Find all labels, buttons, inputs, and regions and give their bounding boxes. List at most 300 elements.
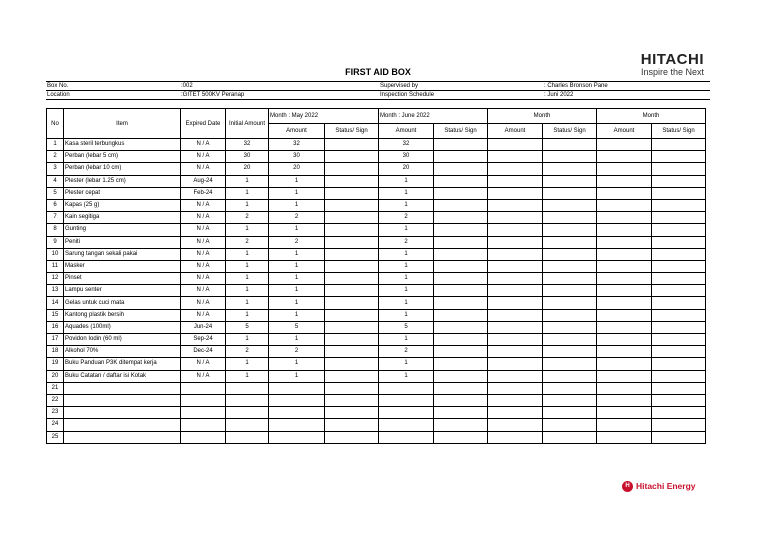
month3-amount xyxy=(488,407,543,419)
table-row xyxy=(47,346,706,358)
month3-status xyxy=(543,248,597,260)
month4-amount xyxy=(597,285,652,297)
header-status-2: Status/ Sign xyxy=(434,124,488,139)
month3-status xyxy=(543,334,597,346)
header-status-1: Status/ Sign xyxy=(325,124,379,139)
month1-status xyxy=(325,431,379,443)
expired-date: N / A xyxy=(181,248,226,260)
month2-status xyxy=(434,163,488,175)
month3-amount xyxy=(488,260,543,272)
month3-status xyxy=(543,260,597,272)
month4-status xyxy=(652,224,706,236)
month4-amount xyxy=(597,163,652,175)
month4-status xyxy=(652,236,706,248)
month1-status xyxy=(325,151,379,163)
row-number: 13 xyxy=(47,285,64,297)
month1-amount: 1 xyxy=(269,248,325,260)
info-row-box xyxy=(46,82,710,90)
header-month-may: Month : May 2022 xyxy=(269,109,379,124)
month2-status xyxy=(434,248,488,260)
info-block xyxy=(46,81,710,100)
row-number: 10 xyxy=(47,248,64,260)
month1-status xyxy=(325,224,379,236)
item-name: Plester cepat xyxy=(64,187,181,199)
month3-amount xyxy=(488,224,543,236)
row-number: 16 xyxy=(47,321,64,333)
table-row xyxy=(47,334,706,346)
month4-status xyxy=(652,163,706,175)
table-row xyxy=(47,419,706,431)
month4-status xyxy=(652,407,706,419)
month1-status xyxy=(325,370,379,382)
item-name xyxy=(64,382,181,394)
month2-amount: 1 xyxy=(379,248,434,260)
row-number: 1 xyxy=(47,139,64,151)
month3-status xyxy=(543,175,597,187)
month1-status xyxy=(325,163,379,175)
expired-date: Aug-24 xyxy=(181,175,226,187)
header-amount-2: Amount xyxy=(379,124,434,139)
info-row-location xyxy=(46,90,710,99)
month2-status xyxy=(434,285,488,297)
item-name: Sarung tangan sekali pakai xyxy=(64,248,181,260)
month2-status xyxy=(434,199,488,211)
location-label: Location xyxy=(47,92,70,98)
row-number: 15 xyxy=(47,309,64,321)
table-row xyxy=(47,248,706,260)
row-number: 5 xyxy=(47,187,64,199)
hitachi-energy-logo xyxy=(622,479,702,493)
box-no-value: :002 xyxy=(181,83,193,89)
month3-amount xyxy=(488,175,543,187)
month4-status xyxy=(652,321,706,333)
logo-tagline: Inspire the Next xyxy=(640,67,704,77)
month4-status xyxy=(652,394,706,406)
month4-amount xyxy=(597,334,652,346)
month4-amount xyxy=(597,273,652,285)
expired-date: Feb-24 xyxy=(181,187,226,199)
item-name: Kain segitiga xyxy=(64,212,181,224)
month1-status xyxy=(325,139,379,151)
month2-status xyxy=(434,212,488,224)
table-row xyxy=(47,236,706,248)
month2-amount: 1 xyxy=(379,187,434,199)
initial-amount: 1 xyxy=(226,309,269,321)
month3-amount xyxy=(488,382,543,394)
month4-amount xyxy=(597,248,652,260)
month1-amount: 1 xyxy=(269,297,325,309)
month2-status xyxy=(434,273,488,285)
row-number: 20 xyxy=(47,370,64,382)
month4-status xyxy=(652,431,706,443)
header-no: No xyxy=(47,109,64,139)
month2-status xyxy=(434,297,488,309)
month1-amount: 30 xyxy=(269,151,325,163)
month3-amount xyxy=(488,297,543,309)
month2-amount: 5 xyxy=(379,321,434,333)
row-number: 14 xyxy=(47,297,64,309)
expired-date: N / A xyxy=(181,297,226,309)
month2-status xyxy=(434,370,488,382)
expired-date: N / A xyxy=(181,212,226,224)
month3-status xyxy=(543,297,597,309)
initial-amount: 1 xyxy=(226,370,269,382)
month2-status xyxy=(434,394,488,406)
month3-status xyxy=(543,139,597,151)
month3-status xyxy=(543,394,597,406)
initial-amount: 1 xyxy=(226,334,269,346)
month2-status xyxy=(434,321,488,333)
initial-amount: 2 xyxy=(226,212,269,224)
month3-status xyxy=(543,236,597,248)
month1-status xyxy=(325,199,379,211)
month3-amount xyxy=(488,163,543,175)
header-expired-date: Expired Date xyxy=(181,109,226,139)
month4-status xyxy=(652,187,706,199)
month4-status xyxy=(652,248,706,260)
month3-amount xyxy=(488,199,543,211)
expired-date: N / A xyxy=(181,236,226,248)
month1-amount: 32 xyxy=(269,139,325,151)
item-name: Alkohol 70% xyxy=(64,346,181,358)
month3-amount xyxy=(488,321,543,333)
month1-amount: 1 xyxy=(269,370,325,382)
month4-status xyxy=(652,309,706,321)
initial-amount: 1 xyxy=(226,273,269,285)
item-name: Buku Catatan / daftar isi Kotak xyxy=(64,370,181,382)
month4-amount xyxy=(597,151,652,163)
month2-amount xyxy=(379,394,434,406)
month2-amount: 1 xyxy=(379,260,434,272)
month2-amount xyxy=(379,382,434,394)
month2-amount xyxy=(379,419,434,431)
month3-amount xyxy=(488,334,543,346)
header-month-4: Month xyxy=(597,109,706,124)
month4-amount xyxy=(597,212,652,224)
item-name: Gunting xyxy=(64,224,181,236)
row-number: 7 xyxy=(47,212,64,224)
header-initial-amount: Initial Amount xyxy=(226,109,269,139)
month1-amount xyxy=(269,419,325,431)
expired-date xyxy=(181,431,226,443)
month1-amount: 1 xyxy=(269,175,325,187)
table-row xyxy=(47,175,706,187)
month3-status xyxy=(543,321,597,333)
month4-status xyxy=(652,285,706,297)
month2-amount: 30 xyxy=(379,151,434,163)
month1-amount: 2 xyxy=(269,236,325,248)
row-number: 11 xyxy=(47,260,64,272)
expired-date xyxy=(181,382,226,394)
month2-status xyxy=(434,224,488,236)
month3-status xyxy=(543,346,597,358)
table-row xyxy=(47,151,706,163)
month4-amount xyxy=(597,260,652,272)
month4-amount xyxy=(597,370,652,382)
month4-amount xyxy=(597,139,652,151)
month3-status xyxy=(543,382,597,394)
month4-amount xyxy=(597,199,652,211)
month3-amount xyxy=(488,236,543,248)
month2-status xyxy=(434,431,488,443)
month3-amount xyxy=(488,248,543,260)
month3-amount xyxy=(488,212,543,224)
table-row xyxy=(47,431,706,443)
month4-status xyxy=(652,334,706,346)
month1-status xyxy=(325,346,379,358)
month1-amount: 1 xyxy=(269,309,325,321)
month1-amount: 1 xyxy=(269,260,325,272)
table-row xyxy=(47,273,706,285)
expired-date: N / A xyxy=(181,370,226,382)
item-name: Buku Panduan P3K ditempat kerja xyxy=(64,358,181,370)
month2-amount: 1 xyxy=(379,297,434,309)
item-name xyxy=(64,394,181,406)
initial-amount: 1 xyxy=(226,358,269,370)
month1-amount: 20 xyxy=(269,163,325,175)
inventory-table xyxy=(46,108,706,444)
month4-status xyxy=(652,297,706,309)
table-row xyxy=(47,370,706,382)
month2-status xyxy=(434,309,488,321)
item-name: Kasa steril terbungkus xyxy=(64,139,181,151)
month3-status xyxy=(543,309,597,321)
item-name: Kapas (25 g) xyxy=(64,199,181,211)
month2-amount: 2 xyxy=(379,212,434,224)
month4-amount xyxy=(597,297,652,309)
expired-date: Sep-24 xyxy=(181,334,226,346)
month4-amount xyxy=(597,175,652,187)
expired-date xyxy=(181,407,226,419)
month4-status xyxy=(652,419,706,431)
row-number: 25 xyxy=(47,431,64,443)
header-month-june: Month : June 2022 xyxy=(379,109,488,124)
month2-amount xyxy=(379,407,434,419)
month2-amount: 1 xyxy=(379,358,434,370)
month2-amount: 1 xyxy=(379,309,434,321)
initial-amount: 30 xyxy=(226,151,269,163)
logo-brand: HITACHI xyxy=(640,51,704,68)
header-month-3: Month xyxy=(488,109,597,124)
item-name: Peniti xyxy=(64,236,181,248)
item-name: Kantong plastik bersih xyxy=(64,309,181,321)
month1-amount: 1 xyxy=(269,199,325,211)
month4-amount xyxy=(597,394,652,406)
month3-status xyxy=(543,224,597,236)
item-name xyxy=(64,419,181,431)
item-name: Perban (lebar 10 cm) xyxy=(64,163,181,175)
row-number: 21 xyxy=(47,382,64,394)
month4-amount xyxy=(597,419,652,431)
expired-date xyxy=(181,394,226,406)
supervised-value: : Charles Bronson Pane xyxy=(544,83,608,89)
month1-amount: 1 xyxy=(269,334,325,346)
initial-amount xyxy=(226,394,269,406)
month2-amount: 20 xyxy=(379,163,434,175)
hitachi-energy-text: Hitachi Energy xyxy=(636,481,696,491)
month2-amount: 1 xyxy=(379,334,434,346)
month3-amount xyxy=(488,309,543,321)
table-row xyxy=(47,382,706,394)
month3-amount xyxy=(488,358,543,370)
initial-amount: 1 xyxy=(226,224,269,236)
month2-status xyxy=(434,358,488,370)
row-number: 3 xyxy=(47,163,64,175)
month1-status xyxy=(325,358,379,370)
initial-amount xyxy=(226,407,269,419)
header-amount-1: Amount xyxy=(269,124,325,139)
initial-amount: 1 xyxy=(226,248,269,260)
month4-status xyxy=(652,260,706,272)
month3-amount xyxy=(488,394,543,406)
initial-amount xyxy=(226,382,269,394)
month4-amount xyxy=(597,224,652,236)
month3-amount xyxy=(488,419,543,431)
inspection-value: : Juni 2022 xyxy=(544,92,574,98)
expired-date: N / A xyxy=(181,260,226,272)
month4-amount xyxy=(597,309,652,321)
month1-amount: 1 xyxy=(269,224,325,236)
initial-amount: 1 xyxy=(226,297,269,309)
expired-date: N / A xyxy=(181,224,226,236)
page-title: FIRST AID BOX xyxy=(345,67,411,77)
hitachi-logo xyxy=(620,52,704,77)
expired-date: N / A xyxy=(181,285,226,297)
item-name xyxy=(64,431,181,443)
month3-amount xyxy=(488,285,543,297)
expired-date: N / A xyxy=(181,199,226,211)
table-row xyxy=(47,187,706,199)
table-body xyxy=(47,139,706,444)
initial-amount: 1 xyxy=(226,175,269,187)
month1-status xyxy=(325,175,379,187)
item-name: Masker xyxy=(64,260,181,272)
month3-status xyxy=(543,431,597,443)
month3-amount xyxy=(488,346,543,358)
month2-amount: 32 xyxy=(379,139,434,151)
initial-amount: 5 xyxy=(226,321,269,333)
month2-status xyxy=(434,346,488,358)
month4-status xyxy=(652,199,706,211)
month1-amount: 1 xyxy=(269,358,325,370)
table-row xyxy=(47,163,706,175)
month4-status xyxy=(652,139,706,151)
month2-status xyxy=(434,236,488,248)
header-status-4: Status/ Sign xyxy=(652,124,706,139)
month3-amount xyxy=(488,370,543,382)
month3-amount xyxy=(488,187,543,199)
month2-status xyxy=(434,334,488,346)
month3-status xyxy=(543,407,597,419)
month4-amount xyxy=(597,407,652,419)
month1-status xyxy=(325,248,379,260)
hitachi-energy-mark-icon: H xyxy=(622,481,633,492)
month2-amount: 1 xyxy=(379,273,434,285)
item-name: Lampu senter xyxy=(64,285,181,297)
supervised-label: Supervised by xyxy=(380,83,419,89)
row-number: 9 xyxy=(47,236,64,248)
table-row xyxy=(47,321,706,333)
month2-status xyxy=(434,260,488,272)
month1-status xyxy=(325,187,379,199)
table-row xyxy=(47,224,706,236)
expired-date: N / A xyxy=(181,273,226,285)
header-amount-4: Amount xyxy=(597,124,652,139)
month1-amount: 1 xyxy=(269,285,325,297)
month1-status xyxy=(325,394,379,406)
item-name xyxy=(64,407,181,419)
month1-status xyxy=(325,419,379,431)
month1-amount xyxy=(269,431,325,443)
month1-status xyxy=(325,260,379,272)
month3-status xyxy=(543,199,597,211)
table-row xyxy=(47,358,706,370)
row-number: 2 xyxy=(47,151,64,163)
initial-amount: 2 xyxy=(226,236,269,248)
expired-date: Jun-24 xyxy=(181,321,226,333)
month4-amount xyxy=(597,431,652,443)
table-row xyxy=(47,297,706,309)
row-number: 19 xyxy=(47,358,64,370)
month2-amount: 2 xyxy=(379,346,434,358)
expired-date: N / A xyxy=(181,163,226,175)
month4-status xyxy=(652,370,706,382)
month2-status xyxy=(434,175,488,187)
initial-amount: 32 xyxy=(226,139,269,151)
month2-status xyxy=(434,139,488,151)
item-name: Aquades (100ml) xyxy=(64,321,181,333)
header-amount-3: Amount xyxy=(488,124,543,139)
initial-amount xyxy=(226,419,269,431)
table-row xyxy=(47,260,706,272)
month2-status xyxy=(434,407,488,419)
header-item: Item xyxy=(64,109,181,139)
location-value: :GITET 500KV Peranap xyxy=(181,92,245,98)
month4-status xyxy=(652,175,706,187)
month1-amount xyxy=(269,394,325,406)
table-row xyxy=(47,394,706,406)
month3-status xyxy=(543,212,597,224)
item-name: Perban (lebar 5 cm) xyxy=(64,151,181,163)
initial-amount: 1 xyxy=(226,285,269,297)
month4-status xyxy=(652,212,706,224)
month2-amount: 2 xyxy=(379,236,434,248)
month3-amount xyxy=(488,431,543,443)
month2-status xyxy=(434,419,488,431)
month1-status xyxy=(325,334,379,346)
month3-amount xyxy=(488,151,543,163)
month1-status xyxy=(325,309,379,321)
month3-status xyxy=(543,358,597,370)
row-number: 22 xyxy=(47,394,64,406)
month3-status xyxy=(543,419,597,431)
table-row xyxy=(47,309,706,321)
month4-status xyxy=(652,273,706,285)
month4-status xyxy=(652,358,706,370)
month1-status xyxy=(325,321,379,333)
month3-status xyxy=(543,151,597,163)
month2-amount: 1 xyxy=(379,285,434,297)
table-row xyxy=(47,199,706,211)
expired-date: Dec-24 xyxy=(181,346,226,358)
table-row xyxy=(47,139,706,151)
header-status-3: Status/ Sign xyxy=(543,124,597,139)
month1-status xyxy=(325,297,379,309)
box-no-label: Box No. xyxy=(47,83,69,89)
month1-status xyxy=(325,212,379,224)
month1-amount: 2 xyxy=(269,212,325,224)
month4-status xyxy=(652,382,706,394)
